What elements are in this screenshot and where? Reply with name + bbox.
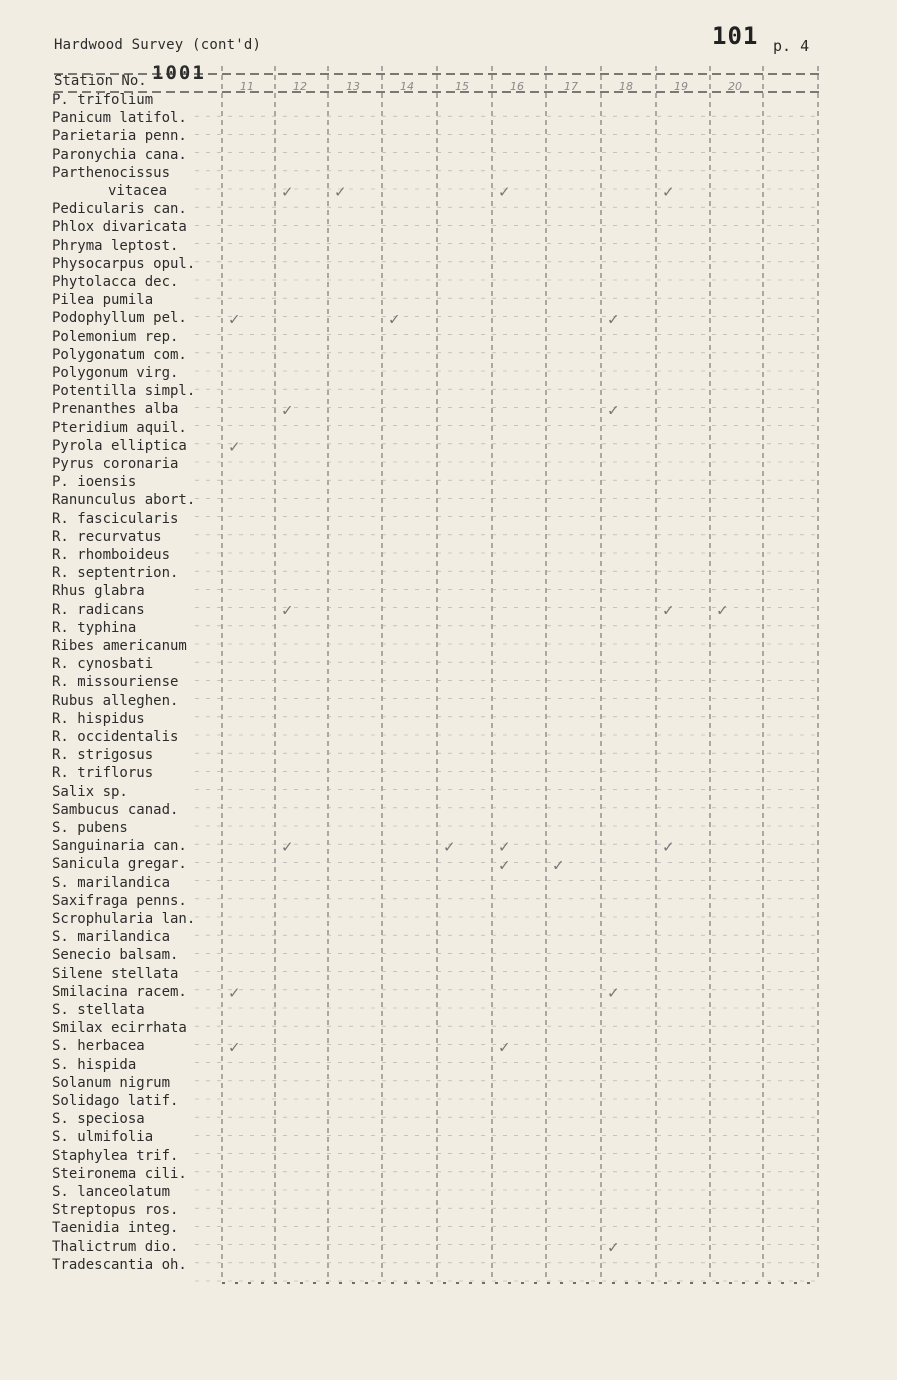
check-mark: ✓ bbox=[228, 1038, 241, 1057]
species-row-label: R. typhina bbox=[52, 619, 137, 636]
check-mark: ✓ bbox=[334, 183, 347, 201]
species-row-label: Sanicula gregar. bbox=[52, 856, 187, 873]
species-row-label: R. cynosbati bbox=[52, 656, 154, 673]
species-row-label: R. missouriense bbox=[52, 674, 179, 691]
species-row-label: Salix sp. bbox=[52, 783, 128, 800]
species-row-label: Panicum latifol. bbox=[52, 110, 187, 127]
species-row-label: S. ulmifolia bbox=[52, 1129, 154, 1146]
species-row-label: Scrophularia lan. bbox=[52, 911, 196, 927]
check-mark: ✓ bbox=[607, 983, 620, 1002]
species-row-label: Silene stellata bbox=[52, 965, 179, 982]
species-row-label: Senecio balsam. bbox=[52, 947, 179, 964]
species-row-label: Phryma leptost. bbox=[52, 237, 179, 254]
check-mark: ✓ bbox=[662, 601, 675, 620]
species-row-label: Parthenocissus bbox=[52, 164, 171, 181]
species-row-label: Solidago latif. bbox=[52, 1093, 179, 1109]
species-row-label: S. herbacea bbox=[52, 1038, 145, 1055]
species-row-label: Paronychia cana. bbox=[52, 146, 187, 163]
species-row-label: Rhus glabra bbox=[52, 583, 145, 600]
species-row-label: Solanum nigrum bbox=[52, 1074, 171, 1091]
check-mark: ✓ bbox=[281, 601, 294, 620]
species-row-label: Phytolacca dec. bbox=[52, 274, 179, 290]
check-mark: ✓ bbox=[228, 310, 241, 329]
station-column-number: 11 bbox=[240, 80, 254, 93]
check-mark: ✓ bbox=[228, 983, 241, 1002]
check-mark: ✓ bbox=[716, 601, 729, 620]
check-mark: ✓ bbox=[498, 183, 511, 201]
species-row-label: Polygonatum com. bbox=[52, 346, 187, 363]
check-mark: ✓ bbox=[388, 310, 401, 329]
species-row-label: R. radicans bbox=[52, 601, 145, 618]
species-row-label: Ribes americanum bbox=[52, 638, 187, 654]
species-row-label: Pyrola elliptica bbox=[52, 437, 187, 454]
station-label: Station No. bbox=[54, 73, 147, 89]
species-row-label: Rubus alleghen. bbox=[52, 692, 179, 709]
species-row-label: Physocarpus opul. bbox=[52, 255, 196, 272]
station-number: 1001 bbox=[152, 62, 206, 84]
species-row-label: Polygonum virg. bbox=[52, 365, 179, 381]
species-row-label: Saxifraga penns. bbox=[52, 892, 187, 909]
station-column-number: 14 bbox=[400, 80, 414, 93]
species-row-label: S. marilandica bbox=[52, 929, 171, 946]
station-column-number: 18 bbox=[619, 80, 633, 93]
species-row-label: S. lanceolatum bbox=[52, 1184, 171, 1200]
page-number: p. 4 bbox=[773, 37, 810, 55]
check-mark: ✓ bbox=[498, 1038, 511, 1057]
check-mark: ✓ bbox=[281, 838, 294, 857]
station-column-number: 20 bbox=[728, 80, 742, 93]
species-row-label: S. marilandica bbox=[52, 874, 171, 891]
species-row-label: Sambucus canad. bbox=[52, 801, 179, 818]
species-row-label: Ranunculus abort. bbox=[52, 492, 196, 509]
check-mark: ✓ bbox=[607, 1238, 620, 1257]
check-mark: ✓ bbox=[228, 437, 241, 456]
check-mark: ✓ bbox=[498, 856, 511, 875]
station-column-number: 16 bbox=[510, 80, 524, 93]
station-column-number: 13 bbox=[346, 80, 360, 93]
check-mark: ✓ bbox=[443, 838, 456, 857]
station-column-number: 12 bbox=[293, 80, 307, 93]
species-row-label: S. stellata bbox=[52, 1002, 145, 1018]
station-column-number: 19 bbox=[674, 80, 688, 93]
species-row-label: Taenidia integ. bbox=[52, 1220, 179, 1237]
station-column-number: 17 bbox=[564, 80, 578, 93]
species-row-label: R. recurvatus bbox=[52, 528, 162, 545]
species-row-label: R. fascicularis bbox=[52, 510, 179, 527]
species-row-label: Pilea pumila bbox=[52, 292, 154, 309]
check-mark: ✓ bbox=[281, 401, 294, 420]
species-row-label: R. septentrion. bbox=[52, 565, 179, 582]
page-title: Hardwood Survey (cont'd) bbox=[54, 37, 262, 53]
species-row-label: Smilax ecirrhata bbox=[52, 1020, 187, 1037]
species-row-label: Smilacina racem. bbox=[52, 983, 187, 1000]
species-row-label: P. ioensis bbox=[52, 474, 137, 491]
species-row-label: P. trifolium bbox=[52, 92, 154, 108]
species-row-label: S. speciosa bbox=[52, 1111, 145, 1128]
species-row-label: R. rhomboideus bbox=[52, 547, 171, 563]
species-row-label: Thalictrum dio. bbox=[52, 1238, 179, 1255]
check-mark: ✓ bbox=[498, 838, 511, 857]
species-row-label: Streptopus ros. bbox=[52, 1202, 179, 1219]
species-row-label: S. hispida bbox=[52, 1056, 137, 1073]
check-mark: ✓ bbox=[662, 838, 675, 857]
species-row-label: Pedicularis can. bbox=[52, 201, 187, 218]
species-row-label: Phlox divaricata bbox=[52, 219, 187, 236]
species-row-label: Sanguinaria can. bbox=[52, 838, 187, 855]
species-row-label: S. pubens bbox=[52, 820, 128, 836]
species-row-label: Tradescantia oh. bbox=[52, 1256, 187, 1273]
check-mark: ✓ bbox=[662, 183, 675, 201]
species-row-label: Staphylea trif. bbox=[52, 1147, 179, 1164]
species-row-label: Polemonium rep. bbox=[52, 328, 179, 345]
document-number: 101 bbox=[712, 22, 759, 50]
check-mark: ✓ bbox=[552, 856, 565, 875]
check-mark: ✓ bbox=[607, 401, 620, 420]
species-row-label: Pteridium aquil. bbox=[52, 419, 187, 436]
species-row-label: Prenanthes alba bbox=[52, 401, 179, 418]
species-row-label: Parietaria penn. bbox=[52, 128, 187, 145]
species-row-label: Steironema cili. bbox=[52, 1165, 187, 1182]
species-row-label: R. occidentalis bbox=[52, 729, 179, 745]
species-row-label: Potentilla simpl. bbox=[52, 383, 196, 400]
species-row-label: Podophyllum pel. bbox=[52, 310, 187, 327]
species-row-label: Pyrus coronaria bbox=[52, 456, 179, 472]
species-row-label: R. triflorus bbox=[52, 765, 154, 782]
species-row-label: vitacea bbox=[108, 183, 168, 199]
check-mark: ✓ bbox=[281, 183, 294, 201]
species-row-label: R. strigosus bbox=[52, 747, 154, 764]
check-mark: ✓ bbox=[607, 310, 620, 329]
species-row-label: R. hispidus bbox=[52, 710, 145, 727]
station-column-number: 15 bbox=[455, 80, 469, 93]
